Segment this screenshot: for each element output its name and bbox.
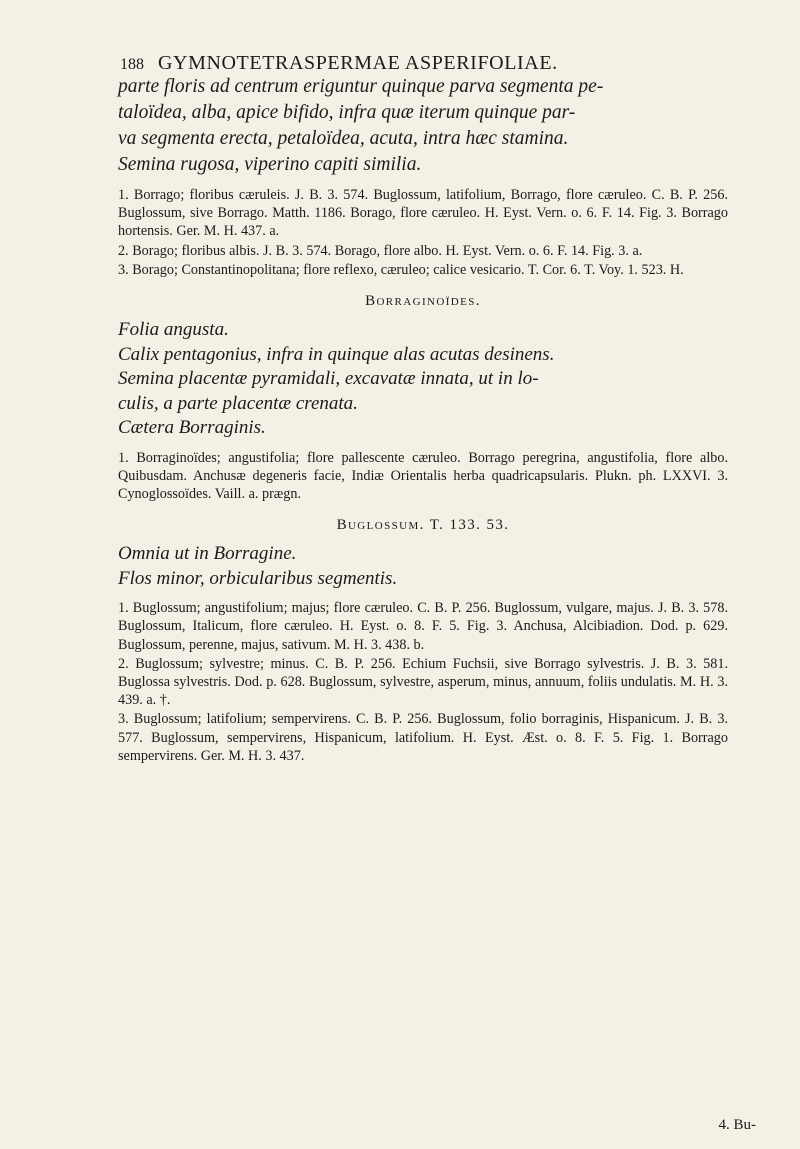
intro-line: parte floris ad centrum eriguntur quinque parva segmenta pe- xyxy=(118,76,604,97)
genus-description-line: Semina placentæ pyramidali, excavatæ innata, ut in lo- xyxy=(118,368,539,390)
genus-description-line: Omnia ut in Borragine. xyxy=(118,543,297,565)
genus-description-line: Folia angusta. xyxy=(118,319,229,341)
running-title: GYMNOTETRASPERMAE ASPERIFOLIAE. xyxy=(158,52,558,74)
intro-line: Semina rugosa, viperino capiti similia. xyxy=(118,154,422,175)
species-entry: 1. Borrago; floribus cæruleis. J. B. 3. 574. Buglossum, latifolium, Borrago, flore cæruleo. C. B. P. 256. Buglossum, sive Borrago. Matth. 1186. Borago, flore cæruleo. H. Eyst. Vern. o. 6. F. 14. Fig. 3. Borrago hortensis. Ger. M. H. 437. a. xyxy=(118,187,728,240)
page-body xyxy=(118,74,728,766)
page-header xyxy=(120,52,760,75)
species-entry: 2. Buglossum; sylvestre; minus. C. B. P. 256. Echium Fuchsii, sive Borrago sylvestris. J. B. 3. 581. Buglossa sylvestris. Dod. p. 628. Buglossum, sylvestre, asperum, minus, annuum, foliis undulatis. M. H. 3. 439. a. †. xyxy=(118,655,728,709)
section-heading-borraginoides: Borraginoïdes. xyxy=(365,293,481,310)
genus-description-line: Flos minor, orbicularibus segmentis. xyxy=(118,567,398,589)
genus-description-line: Cætera Borraginis. xyxy=(118,417,266,439)
page-number: 188 xyxy=(120,56,144,73)
species-entry: 1. Borraginoïdes; angustifolia; flore pallescente cæruleo. Borrago peregrina, angustifolia, flore albo. Quibusdam. Anchusæ degeneris facie, Indiæ Orientalis herba quadricapsularis. Plukn. ph. LXXVI. 3. Cynoglossoïdes. Vaill. a. prægn. xyxy=(118,449,728,502)
species-entry: 1. Buglossum; angustifolium; majus; flore cæruleo. C. B. P. 256. Buglossum, vulgare, majus. J. B. 3. 578. Buglossum, Italicum, flore cæruleo. H. Eyst. o. 8. F. 5. Fig. 3. Anchusa, Alcibiadion. Dod. p. 629. Buglossum, perenne, majus, sativum. M. H. 3. 438. b. xyxy=(118,600,728,653)
species-entry: 2. Borago; floribus albis. J. B. 3. 574. Borago, flore albo. H. Eyst. Vern. o. 6. F. 14. Fig. 3. a. xyxy=(118,242,643,259)
species-entry: 3. Buglossum; latifolium; sempervirens. C. B. P. 256. Buglossum, folio borraginis, Hispanicum. J. B. 3. 577. Buglossum, sempervirens, Hispanicum, latifolium. H. Eyst. Æst. o. 8. F. 5. Fig. 1. Borrago sempervirens. Ger. M. H. 3. 437. xyxy=(118,711,728,764)
catchword: 4. Bu- xyxy=(718,1117,756,1133)
genus-description-line: Calix pentagonius, infra in quinque alas acutas desinens. xyxy=(118,343,555,365)
genus-description-line: culis, a parte placentæ crenata. xyxy=(118,392,358,414)
section-heading-buglossum: Buglossum. T. 133. 53. xyxy=(336,517,510,534)
intro-line: va segmenta erecta, petaloïdea, acuta, intra hæc stamina. xyxy=(118,128,569,149)
species-entry: 3. Borago; Constantinopolitana; flore reflexo, cæruleo; calice vesicario. T. Cor. 6. T. Voy. 1. 523. H. xyxy=(118,261,684,278)
intro-line: taloïdea, alba, apice bifido, infra quæ iterum quinque par- xyxy=(118,102,576,123)
